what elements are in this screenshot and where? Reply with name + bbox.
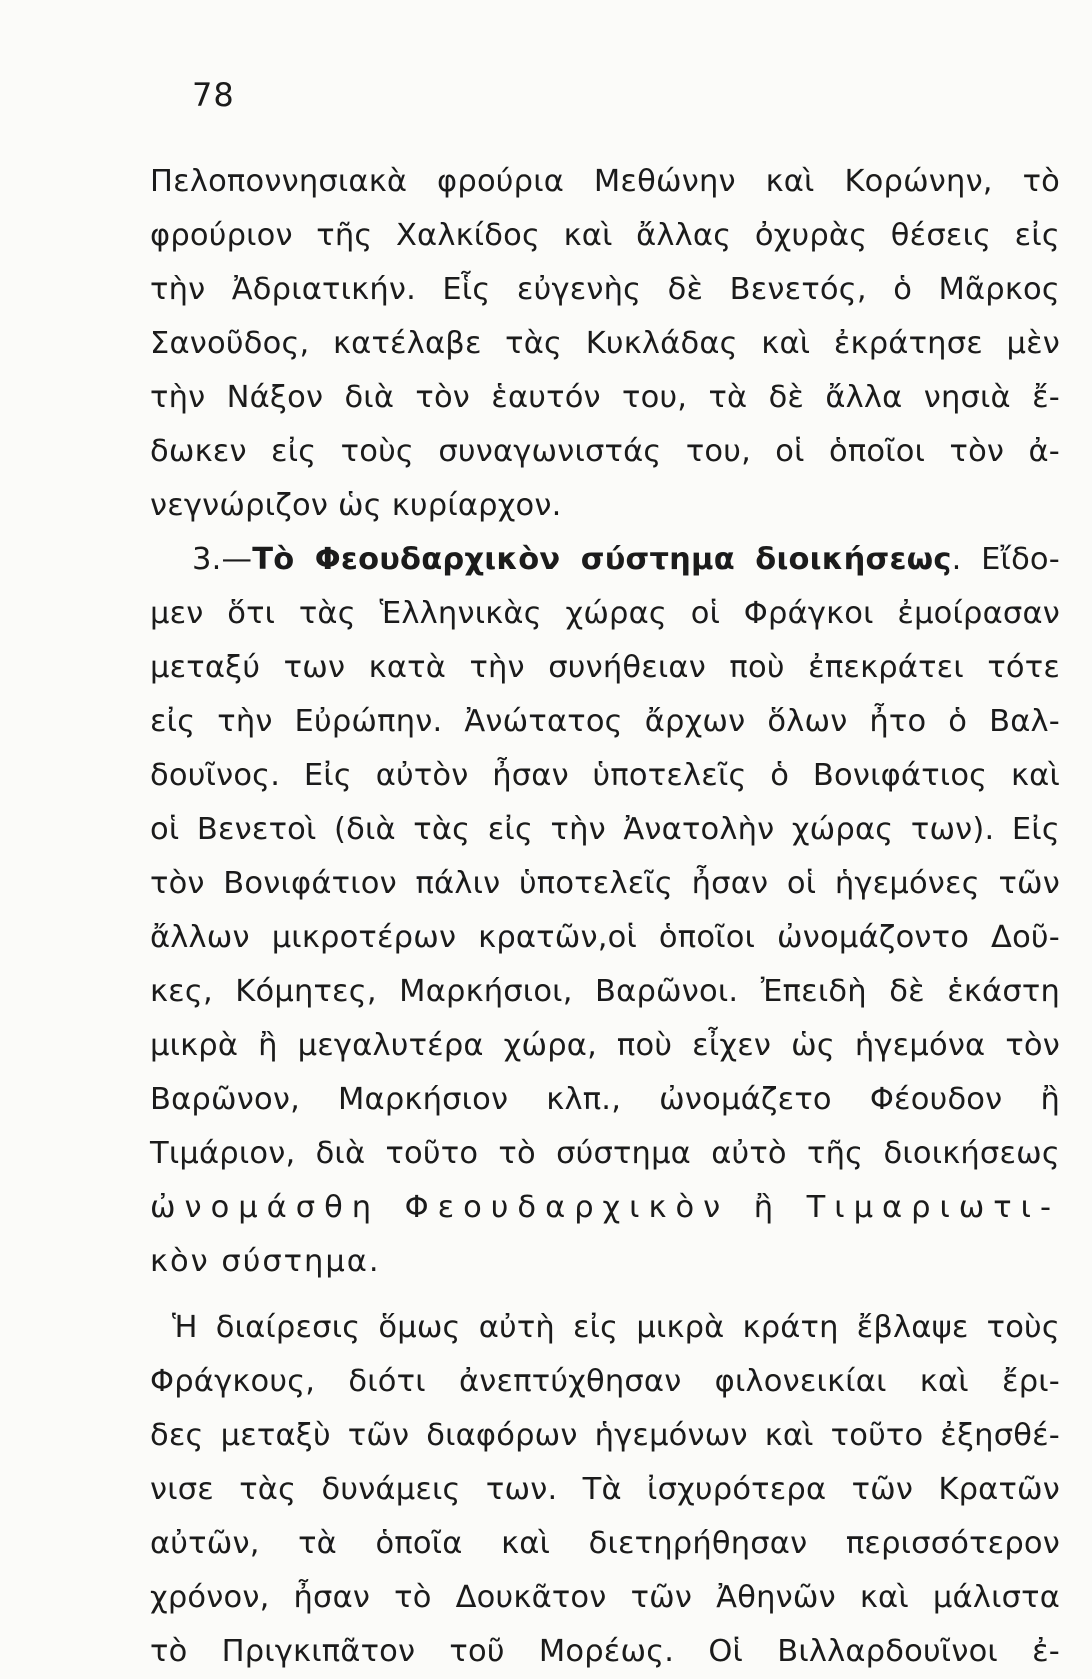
text-line: τὴν Ἀδριατικήν. Εἷς εὐγενὴς δὲ Βενετός, ὁ Μᾶρκος [150,272,1060,307]
text-line: ἄλλων μικροτέρων κρατῶν,οἱ ὁποῖοι ὠνομάζοντο Δοῦ- [150,920,1060,955]
page-number: 78 [192,76,235,114]
text-line: Πελοποννησιακὰ φρούρια Μεθώνην καὶ Κορώνην, τὸ [150,164,1060,199]
text-line: μεν ὅτι τὰς Ἑλληνικὰς χώρας οἱ Φράγκοι ἐμοίρασαν [150,596,1060,631]
text-line-spaced: ὠνομάσθη Φεουδαρχικὸν ἢ Τιμαριωτι- [150,1190,1060,1225]
text-line: τὸν Βονιφάτιον πάλιν ὑποτελεῖς ἦσαν οἱ ἡγεμόνες τῶν [150,866,1060,901]
text-line: τὴν Νάξον διὰ τὸν ἑαυτόν του, τὰ δὲ ἄλλα νησιὰ ἔ- [150,380,1060,415]
text-line: τὸ Πριγκιπᾶτον τοῦ Μορέως. Οἱ Βιλλαρδουῖνοι ἐ- [150,1634,1060,1669]
text-line: φρούριον τῆς Χαλκίδος καὶ ἄλλας ὀχυρὰς θέσεις εἰς [150,218,1060,253]
text-line-spaced: κὸν σύστημα. [150,1244,381,1279]
body-text [150,155,1060,1679]
text-line: δωκεν εἰς τοὺς συναγωνιστάς του, οἱ ὁποῖοι τὸν ἀ- [150,434,1060,469]
text-line: οἱ Βενετοὶ (διὰ τὰς εἰς τὴν Ἀνατολὴν χώρας των). Εἰς [150,812,1060,847]
text-line: Σανοῦδος, κατέλαβε τὰς Κυκλάδας καὶ ἐκράτησε μὲν [150,326,1060,361]
paragraph-gap [150,1289,1060,1301]
text-line: Βαρῶνον, Μαρκήσιον κλπ., ὠνομάζετο Φέουδον ἢ [150,1082,1060,1117]
section-heading-line [150,533,1060,587]
text-line: χρόνον, ἦσαν τὸ Δουκᾶτον τῶν Ἀθηνῶν καὶ μάλιστα [150,1580,1060,1615]
text-line: δες μεταξὺ τῶν διαφόρων ἡγεμόνων καὶ τοῦτο ἐξησθέ- [150,1418,1060,1453]
text-line: μικρὰ ἢ μεγαλυτέρα χώρα, ποὺ εἶχεν ὡς ἡγεμόνα τὸν [150,1028,1060,1063]
text-line: εἰς τὴν Εὐρώπην. Ἀνώτατος ἄρχων ὅλων ἦτο ὁ Βαλ- [150,704,1060,739]
text-line: αὐτῶν, τὰ ὁποῖα καὶ διετηρήθησαν περισσότερον [150,1526,1060,1561]
text-line: κες, Κόμητες, Μαρκήσιοι, Βαρῶνοι. Ἐπειδὴ δὲ ἑκάστη [150,974,1060,1009]
section-heading-continuation: . Εἴδο- [951,542,1060,577]
section-number: 3.— [192,542,253,577]
text-line: Τιμάριον, διὰ τοῦτο τὸ σύστημα αὐτὸ τῆς διοικήσεως [150,1136,1060,1171]
text-line: μεταξύ των κατὰ τὴν συνήθειαν ποὺ ἐπεκράτει τότε [150,650,1060,685]
text-line: δουῖνος. Εἰς αὐτὸν ἦσαν ὑποτελεῖς ὁ Βονιφάτιος καὶ [150,758,1060,793]
text-line: νισε τὰς δυνάμεις των. Τὰ ἰσχυρότερα τῶν Κρατῶν [150,1472,1060,1507]
text-line: νεγνώριζον ὡς κυρίαρχον. [150,488,562,523]
text-line: Φράγκους, διότι ἀνεπτύχθησαν φιλονεικίαι καὶ ἔρι- [150,1364,1060,1399]
text-line: Ἡ διαίρεσις ὅμως αὐτὴ εἰς μικρὰ κράτη ἔβλαψε τοὺς [172,1310,1060,1345]
section-heading: Τὸ Φεουδαρχικὸν σύστημα διοικήσεως [252,542,952,577]
